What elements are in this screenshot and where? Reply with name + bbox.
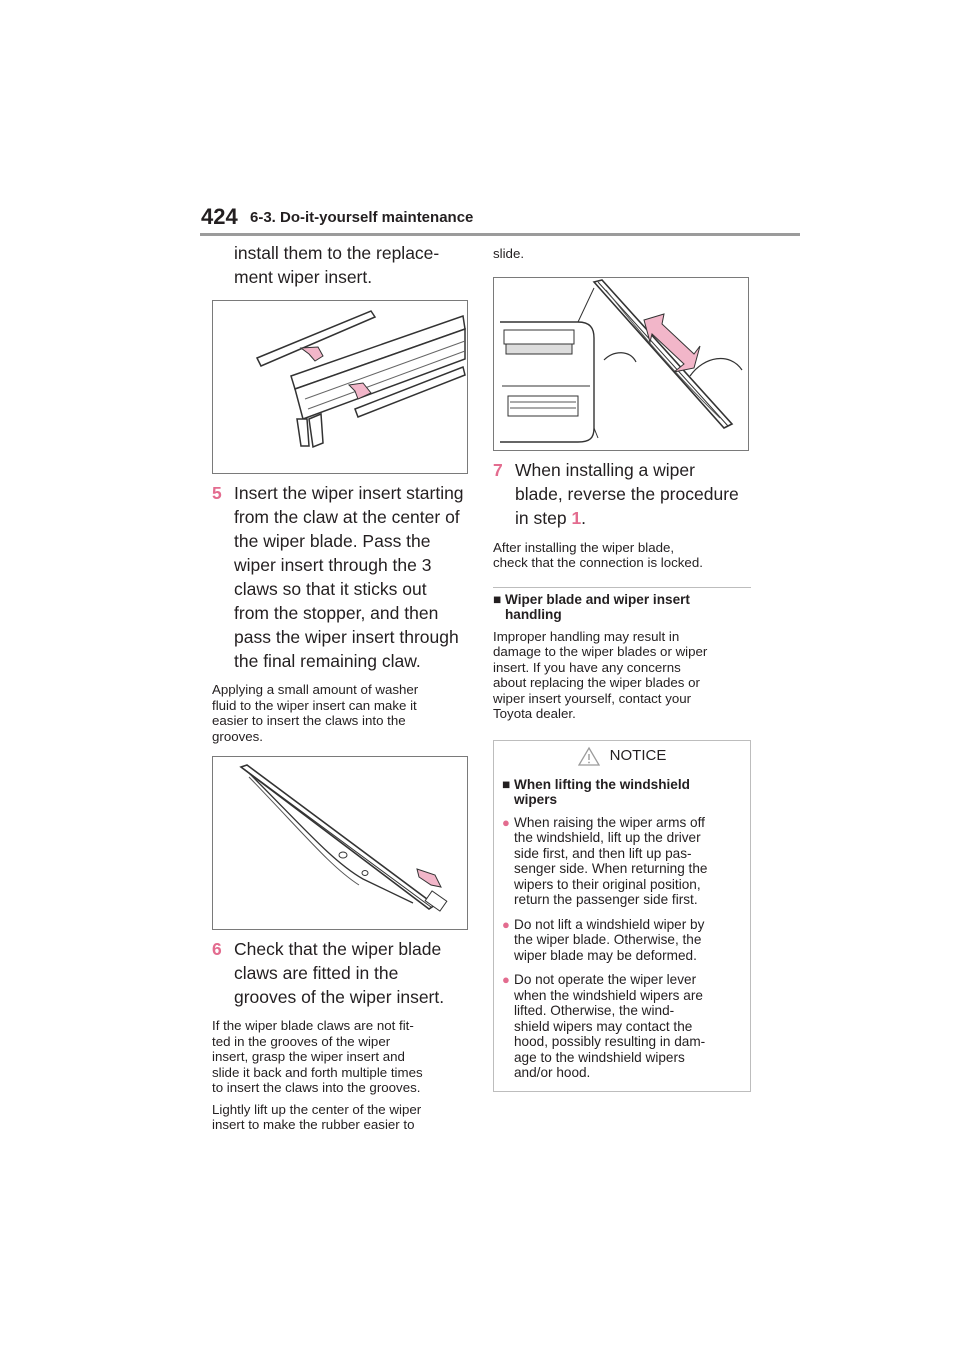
bullet-icon: ●	[502, 916, 510, 932]
notice-text: when the windshield wipers are	[514, 987, 703, 1003]
step-text: claws so that it sticks out	[234, 579, 427, 599]
step-text: the wiper blade. Pass the	[234, 531, 431, 551]
note-text: fluid to the wiper insert can make it	[212, 697, 417, 713]
note-text: After installing the wiper blade,	[493, 539, 675, 555]
notice-text: age to the windshield wipers	[514, 1049, 685, 1065]
notice-title: wipers	[514, 791, 558, 807]
bullet-icon: ●	[502, 972, 510, 987]
notice-text: Do not lift a windshield wiper by	[514, 916, 705, 932]
notice-text: wipers to their original position,	[514, 876, 701, 892]
notice-text: return the passenger side first.	[514, 892, 698, 907]
section-divider	[493, 587, 751, 588]
step-text: Insert the wiper insert starting	[234, 483, 464, 503]
bullet-icon: ●	[502, 814, 510, 830]
intro-line: install them to the replace-	[234, 243, 440, 263]
step-text: grooves of the wiper insert.	[234, 987, 445, 1007]
step-text: .	[581, 507, 587, 528]
step-text: from the stopper, and then	[234, 603, 439, 623]
notice-text: Do not operate the wiper lever	[514, 972, 697, 987]
note-text: Applying a small amount of washer	[212, 682, 419, 697]
blade-claw-illustration	[212, 756, 468, 930]
subsection-title: handling	[505, 606, 562, 622]
notice-text: the windshield, lift up the driver	[514, 830, 701, 845]
note-text: Lightly lift up the center of the wiper	[212, 1101, 422, 1117]
notice-text: lifted. Otherwise, the wind-	[514, 1003, 675, 1018]
note-6b	[212, 1102, 468, 1133]
note-text: easier to insert the claws into the	[212, 713, 406, 728]
notice-item	[502, 972, 742, 1081]
square-bullet-icon: ■	[502, 776, 511, 792]
body-text: Improper handling may result in	[493, 628, 680, 644]
step-text: wiper insert through the 3	[234, 555, 432, 575]
step-number: 5	[212, 483, 222, 503]
right-column	[493, 240, 751, 1092]
note-text: slide it back and forth multiple times	[212, 1064, 423, 1080]
notice-text: wiper blade may be deformed.	[514, 947, 697, 963]
body-text: insert. If you have any concerns	[493, 659, 681, 675]
note-6a	[212, 1018, 468, 1096]
note-text: check that the connection is locked.	[493, 555, 703, 570]
body-text: wiper insert yourself, contact your	[493, 690, 692, 706]
notice-text: hood, possibly resulting in dam-	[514, 1034, 706, 1049]
note-text: to insert the claws into the grooves.	[212, 1080, 421, 1095]
step-number: 7	[493, 459, 503, 480]
subsection-title: Wiper blade and wiper insert	[505, 591, 690, 607]
body-text: damage to the wiper blades or wiper	[493, 644, 708, 659]
step-text: When installing a wiper	[515, 459, 695, 480]
step-text: in step	[515, 507, 572, 528]
note-5	[212, 682, 468, 744]
note-text: insert to make the rubber easier to	[212, 1117, 415, 1132]
notice-text: and/or hood.	[514, 1065, 591, 1080]
section-title: 6-3. Do-it-yourself maintenance	[250, 209, 474, 226]
notice-text: When raising the wiper arms off	[514, 814, 705, 830]
note-7	[493, 540, 751, 571]
slide-insert-illustration	[493, 277, 749, 451]
insert-install-illustration	[212, 300, 468, 474]
notice-label: NOTICE	[609, 747, 667, 764]
note-text: ted in the grooves of the wiper	[212, 1033, 391, 1049]
body-text: Toyota dealer.	[493, 706, 576, 721]
note-text: If the wiper blade claws are not fit-	[212, 1018, 414, 1033]
notice-header	[494, 741, 750, 771]
step-text: blade, reverse the procedure	[515, 483, 739, 504]
notice-item	[502, 815, 742, 908]
notice-item	[502, 917, 742, 964]
left-column	[212, 240, 468, 1133]
header-rule	[200, 233, 800, 236]
square-bullet-icon: ■	[493, 591, 502, 607]
step-text: claws are fitted in the	[234, 963, 399, 983]
handling-section	[493, 592, 751, 722]
intro-line: ment wiper insert.	[234, 267, 373, 287]
step-6	[212, 937, 468, 1009]
notice-box	[493, 740, 751, 1092]
notice-text: senger side. When returning the	[514, 861, 708, 876]
step-number: 6	[212, 939, 222, 959]
step-text: the final remaining claw.	[234, 651, 421, 671]
step-7	[493, 458, 751, 530]
step-5	[212, 481, 468, 673]
note-text: insert, grasp the wiper insert and	[212, 1049, 405, 1064]
notice-text: the wiper blade. Otherwise, the	[514, 932, 702, 947]
step-text: from the claw at the center of	[234, 507, 460, 527]
step-reference: 1	[571, 507, 582, 528]
warning-triangle-icon	[578, 746, 600, 766]
continued-text: slide.	[493, 246, 525, 261]
page-number: 424	[201, 204, 238, 229]
body-text: about replacing the wiper blades or	[493, 675, 700, 690]
step-text: Check that the wiper blade	[234, 939, 442, 959]
note-text: grooves.	[212, 728, 263, 744]
step-text: pass the wiper insert through	[234, 627, 459, 647]
notice-text: shield wipers may contact the	[514, 1018, 693, 1034]
notice-text: side first, and then lift up pas-	[514, 845, 692, 861]
notice-title: When lifting the windshield	[514, 776, 690, 792]
